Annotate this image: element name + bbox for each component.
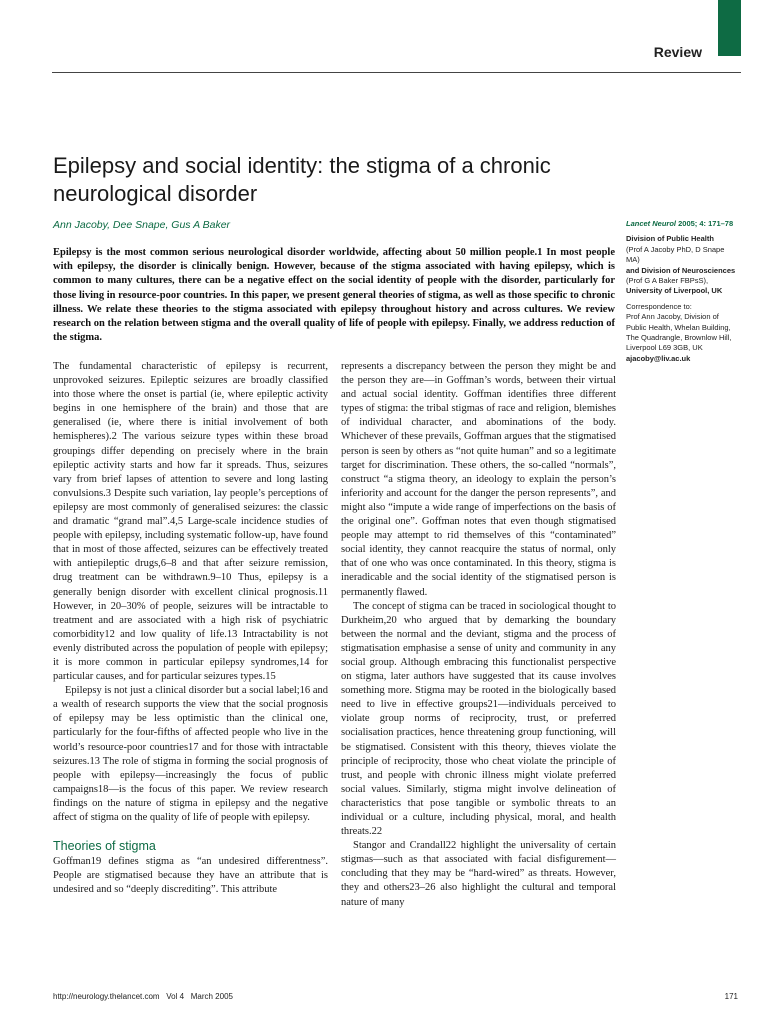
- correspondence-email[interactable]: ajacoby@liv.ac.uk: [626, 353, 691, 363]
- correspondence-label: Correspondence to:: [626, 301, 692, 311]
- affiliation-1: Division of Public Health: [626, 234, 714, 244]
- body-paragraph: represents a discrepancy between the person they might be and the person they are—in Goffman’s words, between their virtual and actual social identity. Goffman identifies three different types of stigma: the tribal stigmas of race and religion, blemishes of individual character, and abominations of the body. Whichever of these prevails, Goffman argues that the stigmatised person is seen by others as “not quite human” and so a legitimate target for discrimination. These others, the so-called “normals”, construct “a stigma theory, an ideology to explain the person’s inferiority and account for the danger the person represents”, and might also “impute a wide range of imperfections on the basis of the original one”. Goffman notes that even though stigmatised people may attempt to rid themselves of this “contaminated” social identity, they cannot reacquire the status of normal, only that of one who was once contaminated. In this theory, stigma is ineradicable and the social identity of the stigmatised person is permanently flawed.: [341, 361, 616, 598]
- journal-name: Lancet Neurol: [626, 219, 677, 228]
- correspondence-address: Prof Ann Jacoby, Division of Public Health, Whelan Building, The Quadrangle, Brownlow Hill, Liverpool L69 3GB, UK: [626, 312, 732, 353]
- citation: [626, 219, 738, 229]
- affiliation-3: University of Liverpool, UK: [626, 286, 723, 296]
- section-heading: Theories of stigma: [53, 839, 156, 854]
- correspondence: [626, 302, 738, 364]
- section-label: Review: [653, 44, 702, 60]
- article-sidebar: [626, 219, 738, 364]
- body-column-right: [341, 360, 616, 910]
- body-column-left: [53, 360, 328, 897]
- body-paragraph: Goffman19 defines stigma as “an undesired differentness”. People are stigmatised because they have an attribute that is undesired and so “deeply discrediting”. This attribute: [53, 856, 328, 896]
- footer-left: [53, 992, 233, 1001]
- article-abstract: Epilepsy is the most common serious neurological disorder worldwide, affecting about 50 million people.1 In most people with epilepsy, the disorder is clinically benign. However, because of the stigma associated with having epilepsy, which is common to many cultures, there can be a negative effect on the social identity of people with the disorder, particularly for those living in resource-poor countries. In this paper, we present general theories of stigma, as well as those specific to chronic illness. We relate these theories to the stigma associated with epilepsy throughout history and across cultures. We review research on the relation between stigma and the overall quality of life of people with epilepsy. Finally, we address reduction of the stigma.: [53, 247, 615, 344]
- header-rule: [52, 72, 741, 73]
- footer-date: March 2005: [190, 992, 233, 1001]
- footer-volume: Vol 4: [166, 992, 185, 1001]
- affiliations: [626, 234, 738, 296]
- article-title: Epilepsy and social identity: the stigma of a chronic neurological disorder: [53, 153, 551, 206]
- affiliation-2: and Division of Neurosciences: [626, 265, 736, 275]
- page-number: 171: [724, 992, 738, 1001]
- journal-url[interactable]: http://neurology.thelancet.com: [53, 992, 160, 1001]
- affiliation-2-detail: (Prof G A Baker FBPsS),: [626, 276, 709, 286]
- body-paragraph: Stangor and Crandall22 highlight the universality of certain stigmas—such as that associated with facial disfigurement—concluding that they may be “hard-wired” as threats. However, they and others23–26 also highlight the cultural and temporal nature of many: [341, 840, 616, 908]
- body-paragraph: The fundamental characteristic of epilepsy is recurrent, unprovoked seizures. Epileptic seizures are broadly classified into those where the onset is partial (ie, where epileptic activity begins in one hemisphere of the brain) and those that are generalised (ie, where there is initial involvement of both hemispheres).2 The various seizure types within these broad groupings differ depending on precisely where in the brain epileptic activity starts and how far it spreads. Thus, seizures vary from brief lapses of attention to severe and long lasting convulsions.3 Despite such variation, lay people’s perceptions of epilepsy are most commonly of generalised seizures: the classic and dramatic “grand mal”.4,5 Large-scale incidence studies of people with epilepsy, including systematic follow-up, have found that in most of those affected, seizures can be effectively treated with antiepileptic drugs,6–8 and that after seizure remission, drug treatment can be withdrawn.9–10 Thus, epilepsy is a generally benign disorder with excellent clinical prognosis.11 However, in 20–30% of people, seizures will be intractable to treatment and are associated with a high risk of psychiatric comorbidity12 and low quality of life.13 Intractability is not evenly distributed across the population of people with epilepsy; it is more common in particular epilepsy syndromes,14 for particular causes, and for particular seizures types.15: [53, 361, 328, 683]
- affiliation-1-detail: (Prof A Jacoby PhD, D Snape MA): [626, 244, 725, 265]
- article-authors: Ann Jacoby, Dee Snape, Gus A Baker: [53, 219, 231, 231]
- body-paragraph: The concept of stigma can be traced in sociological thought to Durkheim,20 who argued that by demarking the boundary between the normal and the deviant, stigma and the process of stigmatisation emphasise a sense of unity and community in any social group. Although embracing this functionalist perspective on stigma, later authors have suggested that its cause involves something more. Stigma may be rooted in the biologically based need to live in effective groups21—individuals perceived to violate group norms of reciprocity, trust, or preferred socialisation practices, hence threatening group functioning, will be stigmatised. Consistent with this theory, thieves violate the principle of reciprocity, those who cheat violate the principle of trust, and people with chronic illness might violate preferred social values. Similarly, stigma might involve delineation of characteristics that pose tangible or symbolic threats to an individual or a culture, including physical, moral, and health threats.22: [341, 600, 616, 838]
- body-paragraph: Epilepsy is not just a clinical disorder but a social label;16 and a wealth of research supports the view that the social prognosis of epilepsy may be less optimistic than the clinical one, particularly for the four-fifths of affected people who live in the world’s resource-poor countries17 and for those with intractable seizures.13 The role of stigma in forming the social prognosis of people with epilepsy—increasingly the focus of public campaigns18—is the focus of this paper. We review research findings on the nature of stigma in epilepsy and the negative affect of stigma on the quality of life of people with epilepsy.: [53, 685, 328, 823]
- section-color-tab: [718, 0, 741, 56]
- citation-detail: 2005; 4: 171–78: [678, 219, 734, 228]
